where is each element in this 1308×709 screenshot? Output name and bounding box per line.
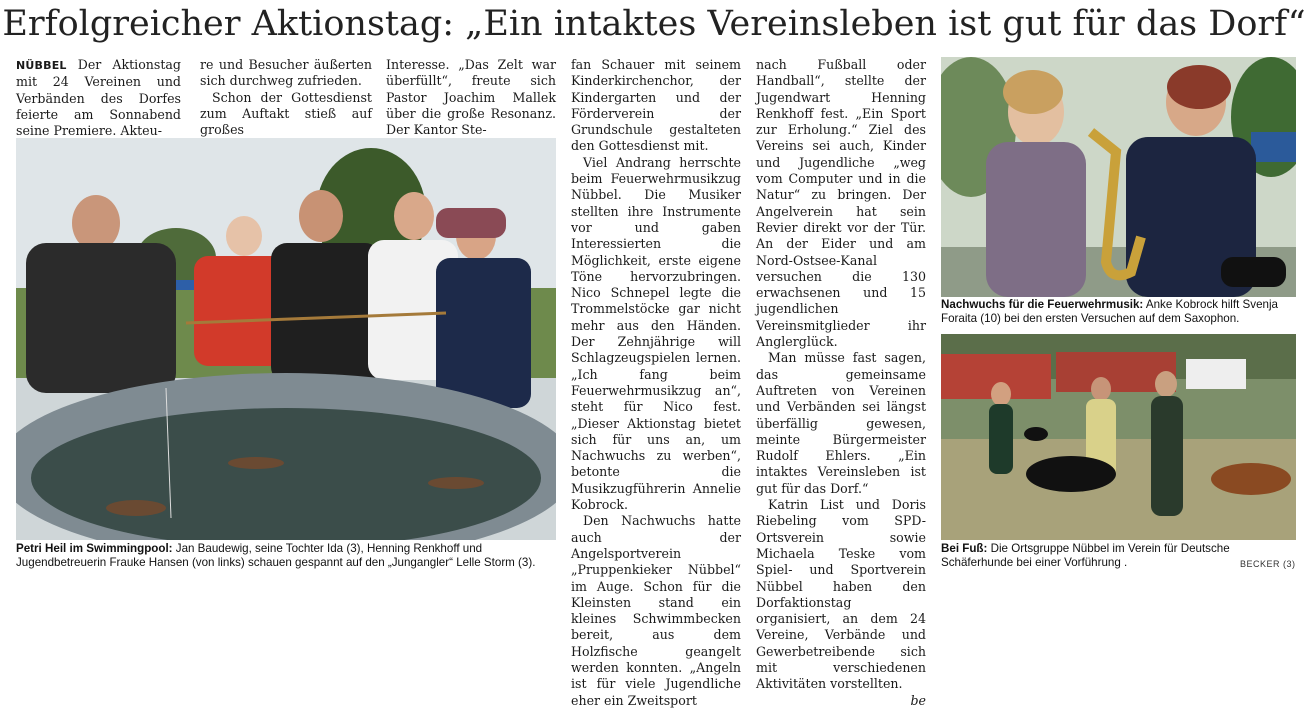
caption-text: Anke Kobrock hilft Svenja Foraita (10) bei den ersten Versuchen auf dem Saxophon. bbox=[941, 298, 1278, 325]
lead-text: Der Aktionstag mit 24 Vereinen und Verbänden des Dorfes feierte am Sonnabend seine Premiere. Akteu- bbox=[16, 57, 181, 139]
author-initials: be bbox=[910, 692, 926, 708]
article-column-5 bbox=[756, 57, 926, 709]
headline: Erfolgreicher Aktionstag: „Ein intaktes Vereinsleben ist gut für das Dorf“ bbox=[2, 4, 1306, 44]
article-column-4 bbox=[571, 57, 741, 709]
caption-saxophone bbox=[941, 298, 1296, 326]
paragraph: Schon der Gottesdienst zum Auftakt stieß auf großes bbox=[200, 89, 372, 138]
paragraph: Katrin List und Doris Riebeling vom SPD-Ortsverein sowie Michaela Teske vom Spiel- und Sportverein Nübbel haben den Dorfaktionstag organisiert, an dem 24 Vereine, Verbände und Gewerbetreibende sich mit verschiedenen Aktivitäten vorstellten. be bbox=[756, 497, 926, 708]
photo-credit: BECKER (3) bbox=[1240, 559, 1296, 569]
photo-dogs bbox=[941, 334, 1296, 540]
caption-title: Nachwuchs für die Feuerwehrmusik: bbox=[941, 298, 1144, 311]
paragraph: re und Besucher äußerten sich durchweg zufrieden. bbox=[200, 57, 372, 89]
paragraph: Man müsse fast sagen, das gemeinsame Auftreten von Vereinen und Verbänden sei längst überfällig gewesen, meinte Bürgermeister Rudolf Ehlers. „Ein intaktes Vereinsleben ist gut für das Dorf.“ bbox=[756, 350, 926, 496]
dateline: NÜBBEL bbox=[16, 59, 67, 72]
article-column-2 bbox=[200, 57, 372, 138]
caption-fishing-pool bbox=[16, 542, 556, 570]
photo-fishing-pool bbox=[16, 138, 556, 540]
caption-title: Petri Heil im Swimmingpool: bbox=[16, 542, 173, 555]
caption-text: Die Ortsgruppe Nübbel im Verein für Deutsche Schäferhunde bei einer Vorführung . bbox=[941, 542, 1230, 569]
paragraph: Interesse. „Das Zelt war überfüllt“, freute sich Pastor Joachim Mallek über die große Resonanz. Der Kantor Ste- bbox=[386, 57, 556, 138]
caption-text: Jan Baudewig, seine Tochter Ida (3), Henning Renkhoff und Jugendbetreuerin Frauke Hansen (von links) schauen gespannt auf den „Jungangler“ Lelle Storm (3). bbox=[16, 542, 536, 569]
article-column-1 bbox=[16, 57, 181, 139]
paragraph: nach Fußball oder Handball“, stellte der Jugendwart Henning Renkhoff fest. „Ein Sport zur Erholung.“ Ziel des Vereins sei auch, Kinder und Jugendliche „weg vom Computer und in die Natur“ zu bringen. Der Angelverein hat sein Revier direkt vor der Tür. An der Eider und am Nord-Ostsee-Kanal versuchen die 130 erwachsenen und 15 jugendlichen Vereinsmitglieder ihr Anglerglück. bbox=[756, 57, 926, 350]
photo-saxophone bbox=[941, 57, 1296, 297]
caption-title: Bei Fuß: bbox=[941, 542, 988, 555]
paragraph: fan Schauer mit seinem Kinderkirchenchor, der Kindergarten und der Förderverein der Grundschule gestalteten den Gottesdienst mit. bbox=[571, 57, 741, 154]
article-column-3 bbox=[386, 57, 556, 138]
paragraph: Den Nachwuchs hatte auch der Angelsportverein „Pruppenkieker Nübbel“ im Auge. Schon für die Kleinsten stand ein kleines Schwimmbecken bereit, aus dem Holzfische geangelt werden konnten. „Angeln ist für viele Jugendliche eher ein Zweitsport bbox=[571, 513, 741, 708]
paragraph: Viel Andrang herrschte beim Feuerwehrmusikzug Nübbel. Die Musiker stellten ihre Instrumente vor und gaben Interessierten die Möglichkeit, erste eigene Töne hervorzubringen. Nico Schnepel legte die Trommelstöcke gar nicht mehr aus den Händen. Der Zehnjährige will Schlagzeugspielen lernen. „Ich fang beim Feuerwehrmusikzug an“, steht für Nico fest. „Dieser Aktionstag bietet sich für uns an, um Nachwuchs zu werben“, betonte die Musikzugführerin Annelie Kobrock. bbox=[571, 154, 741, 513]
